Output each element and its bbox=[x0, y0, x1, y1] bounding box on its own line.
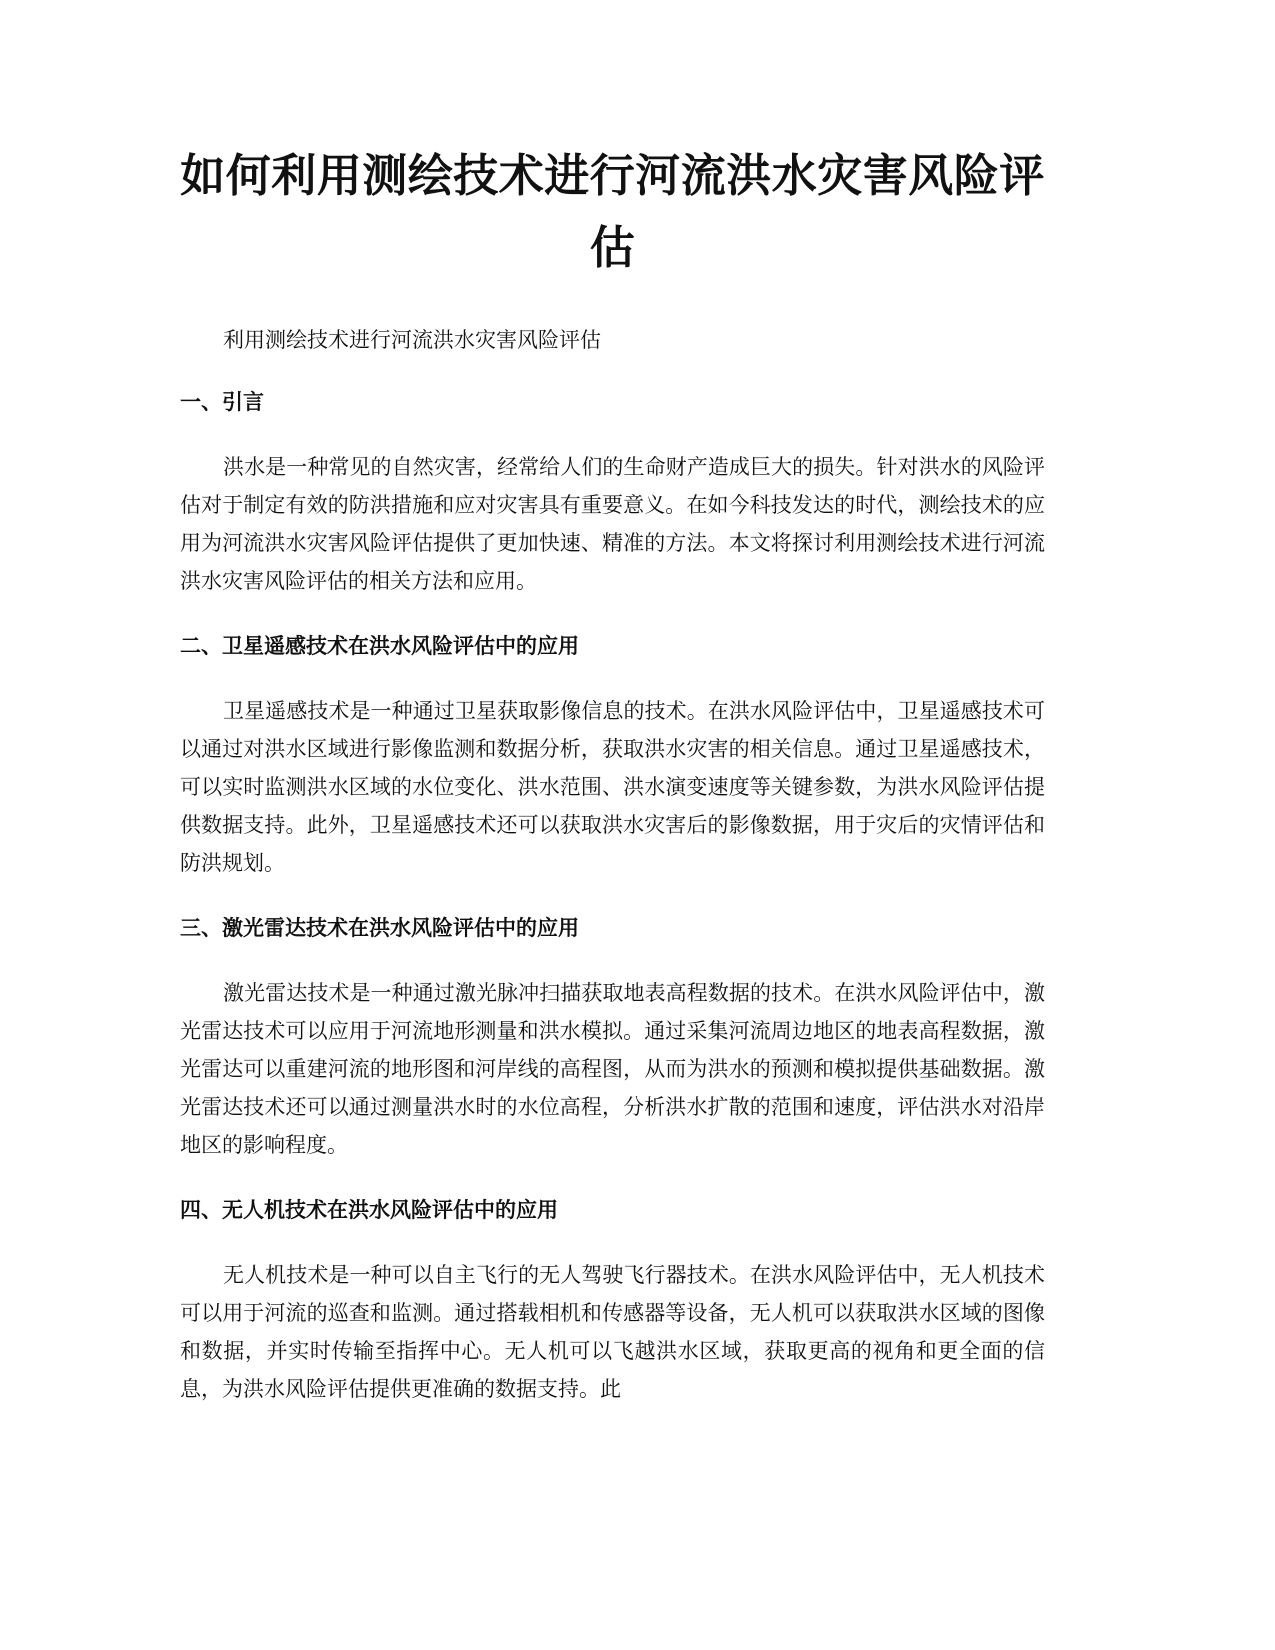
section-heading-drone: 四、无人机技术在洪水风险评估中的应用 bbox=[180, 1198, 558, 1222]
section-paragraph-satellite-remote-sensing: 卫星遥感技术是一种通过卫星获取影像信息的技术。在洪水风险评估中，卫星遥感技术可以通过对洪水区域进行影像监测和数据分析，获取洪水灾害的相关信息。通过卫星遥感技术，可以实时监测洪水区域的水位变化、洪水范围、洪水演变速度等关键参数，为洪水风险评估提供数据支持。此外，卫星遥感技术还可以获取洪水灾害后的影像数据，用于灾后的灾情评估和防洪规划。 bbox=[180, 699, 1045, 875]
section-heading-satellite-remote-sensing: 二、卫星遥感技术在洪水风险评估中的应用 bbox=[180, 634, 579, 658]
section-heading-lidar: 三、激光雷达技术在洪水风险评估中的应用 bbox=[180, 916, 579, 940]
document-subtitle: 利用测绘技术进行河流洪水灾害风险评估 bbox=[223, 328, 601, 352]
document-page bbox=[180, 140, 1045, 1408]
section-paragraph-drone: 无人机技术是一种可以自主飞行的无人驾驶飞行器技术。在洪水风险评估中，无人机技术可以用于河流的巡查和监测。通过搭载相机和传感器等设备，无人机可以获取洪水区域的图像和数据，并实时传输至指挥中心。无人机可以飞越洪水区域，获取更高的视角和更全面的信息，为洪水风险评估提供更准确的数据支持。此 bbox=[180, 1263, 1045, 1401]
document-title: 如何利用测绘技术进行河流洪水灾害风险评估 bbox=[180, 149, 1045, 274]
section-paragraph-lidar: 激光雷达技术是一种通过激光脉冲扫描获取地表高程数据的技术。在洪水风险评估中，激光雷达技术可以应用于河流地形测量和洪水模拟。通过采集河流周边地区的地表高程数据，激光雷达可以重建河流的地形图和河岸线的高程图，从而为洪水的预测和模拟提供基础数据。激光雷达技术还可以通过测量洪水时的水位高程，分析洪水扩散的范围和速度，评估洪水对沿岸地区的影响程度。 bbox=[180, 981, 1045, 1157]
section-paragraph-introduction: 洪水是一种常见的自然灾害，经常给人们的生命财产造成巨大的损失。针对洪水的风险评估对于制定有效的防洪措施和应对灾害具有重要意义。在如今科技发达的时代，测绘技术的应用为河流洪水灾害风险评估提供了更加快速、精准的方法。本文将探讨利用测绘技术进行河流洪水灾害风险评估的相关方法和应用。 bbox=[180, 455, 1045, 593]
section-heading-introduction: 一、引言 bbox=[180, 390, 264, 414]
